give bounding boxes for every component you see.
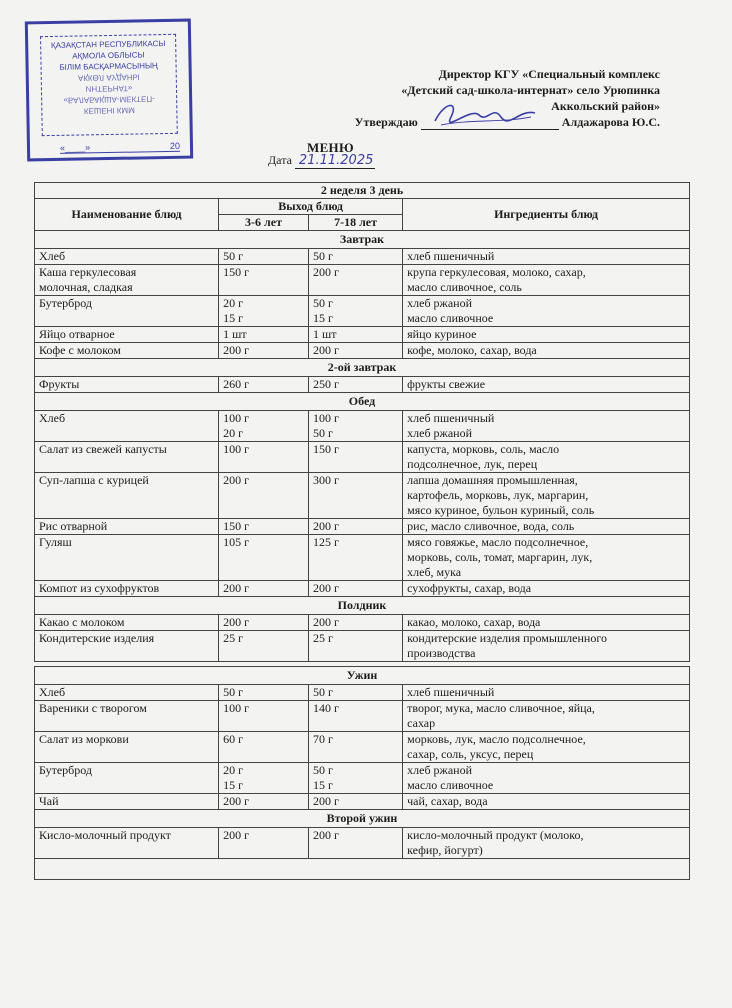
output-7-18-cell: 125 г bbox=[308, 535, 402, 581]
table-row bbox=[35, 535, 690, 581]
stamp-year: 20 bbox=[169, 140, 181, 151]
output-3-6-cell: 20 г 15 г bbox=[219, 763, 309, 794]
dish-name-cell: Салат из свежей капусты bbox=[35, 442, 219, 473]
ingredients-cell: мясо говяжье, масло подсолнечное, морковь, соль, томат, маргарин, лук, хлеб, мука bbox=[403, 535, 690, 581]
output-7-18-cell: 25 г bbox=[308, 631, 402, 662]
table-row bbox=[35, 327, 690, 343]
output-7-18-cell: 50 г bbox=[308, 249, 402, 265]
dish-name-cell: Гуляш bbox=[35, 535, 219, 581]
ingredients-cell: хлеб ржаной масло сливочное bbox=[403, 296, 690, 327]
official-stamp bbox=[25, 19, 193, 162]
section-title: Ужин bbox=[35, 667, 690, 685]
page-title: МЕНЮ bbox=[307, 140, 354, 155]
output-3-6-cell: 100 г bbox=[219, 442, 309, 473]
output-7-18-cell: 200 г bbox=[308, 265, 402, 296]
output-3-6-cell: 100 г bbox=[219, 701, 309, 732]
output-3-6-cell: 150 г bbox=[219, 519, 309, 535]
dish-name-cell: Салат из моркови bbox=[35, 732, 219, 763]
output-3-6-cell: 200 г bbox=[219, 581, 309, 597]
header-output: Выход блюд bbox=[219, 199, 403, 215]
dish-name-cell: Фрукты bbox=[35, 377, 219, 393]
table-row bbox=[35, 442, 690, 473]
ingredients-cell: кофе, молоко, сахар, вода bbox=[403, 343, 690, 359]
section-row bbox=[35, 597, 690, 615]
approve-label: Утверждаю bbox=[354, 115, 418, 129]
output-3-6-cell: 200 г bbox=[219, 828, 309, 859]
output-7-18-cell: 50 г bbox=[308, 685, 402, 701]
signature-field bbox=[421, 115, 559, 130]
output-3-6-cell: 260 г bbox=[219, 377, 309, 393]
section-title: 2-ой завтрак bbox=[35, 359, 690, 377]
table-row bbox=[35, 631, 690, 662]
output-7-18-cell: 250 г bbox=[308, 377, 402, 393]
table-row bbox=[35, 615, 690, 631]
section-row bbox=[35, 231, 690, 249]
output-3-6-cell: 105 г bbox=[219, 535, 309, 581]
signature-icon bbox=[431, 99, 541, 129]
dish-name-cell: Кондитерские изделия bbox=[35, 631, 219, 662]
dish-name-cell: Кисло-молочный продукт bbox=[35, 828, 219, 859]
date-row bbox=[268, 153, 375, 169]
header-ingredients: Ингредиенты блюд bbox=[403, 199, 690, 231]
dish-name-cell: Хлеб bbox=[35, 411, 219, 442]
table-row bbox=[35, 411, 690, 442]
output-3-6-cell: 1 шт bbox=[219, 327, 309, 343]
output-3-6-cell: 200 г bbox=[219, 343, 309, 359]
ingredients-cell: крупа геркулесовая, молоко, сахар, масло сливочное, соль bbox=[403, 265, 690, 296]
dish-name-cell: Какао с молоком bbox=[35, 615, 219, 631]
output-7-18-cell: 200 г bbox=[308, 794, 402, 810]
ingredients-cell: хлеб пшеничный хлеб ржаной bbox=[403, 411, 690, 442]
table-row bbox=[35, 377, 690, 393]
menu-table bbox=[34, 182, 690, 880]
dish-name-cell: Каша геркулесовая молочная, сладкая bbox=[35, 265, 219, 296]
dish-name-cell: Бутерброд bbox=[35, 296, 219, 327]
ingredients-cell: хлеб пшеничный bbox=[403, 685, 690, 701]
table-row bbox=[35, 732, 690, 763]
dish-name-cell: Компот из сухофруктов bbox=[35, 581, 219, 597]
output-7-18-cell: 200 г bbox=[308, 828, 402, 859]
section-row bbox=[35, 359, 690, 377]
dish-name-cell: Хлеб bbox=[35, 249, 219, 265]
table-row bbox=[35, 794, 690, 810]
dish-name-cell: Суп-лапша с курицей bbox=[35, 473, 219, 519]
output-7-18-cell: 200 г bbox=[308, 581, 402, 597]
output-3-6-cell: 50 г bbox=[219, 685, 309, 701]
output-7-18-cell: 150 г bbox=[308, 442, 402, 473]
section-title: Полдник bbox=[35, 597, 690, 615]
output-3-6-cell: 100 г 20 г bbox=[219, 411, 309, 442]
stamp-date-line bbox=[60, 141, 180, 154]
approval-line-3: Аккольский район» bbox=[551, 99, 660, 113]
output-3-6-cell: 200 г bbox=[219, 794, 309, 810]
table-row bbox=[35, 685, 690, 701]
dish-name-cell: Рис отварной bbox=[35, 519, 219, 535]
section-row bbox=[35, 393, 690, 411]
table-row bbox=[35, 581, 690, 597]
ingredients-cell: яйцо куриное bbox=[403, 327, 690, 343]
table-row bbox=[35, 296, 690, 327]
approval-block bbox=[300, 66, 660, 130]
table-title-row bbox=[35, 183, 690, 199]
dish-name-cell: Вареники с творогом bbox=[35, 701, 219, 732]
output-7-18-cell: 1 шт bbox=[308, 327, 402, 343]
ingredients-cell: фрукты свежие bbox=[403, 377, 690, 393]
stamp-line: «БАЛАБАҚША-МЕКТЕП-ИНТЕРНАТ» bbox=[63, 83, 155, 105]
output-7-18-cell: 200 г bbox=[308, 615, 402, 631]
ingredients-cell: хлеб ржаной масло сливочное bbox=[403, 763, 690, 794]
section-title: Второй ужин bbox=[35, 810, 690, 828]
section-row bbox=[35, 667, 690, 685]
dish-name-cell: Бутерброд bbox=[35, 763, 219, 794]
stamp-line: АҚМОЛА ОБЛЫСЫ bbox=[72, 50, 145, 61]
stamp-line: БІЛІМ БАСҚАРМАСЫНЫҢ bbox=[59, 61, 158, 72]
signer-name: Алдажарова Ю.С. bbox=[561, 115, 660, 129]
stamp-line: ҚАЗАҚСТАН РЕСПУБЛИКАСЫ bbox=[50, 39, 166, 51]
header-dish-name: Наименование блюд bbox=[35, 199, 219, 231]
stamp-line: АҚКӨЛ АУДАНЫ bbox=[77, 72, 140, 83]
blank-cell bbox=[35, 859, 690, 880]
ingredients-cell: какао, молоко, сахар, вода bbox=[403, 615, 690, 631]
ingredients-cell: кисло-молочный продукт (молоко, кефир, йогурт) bbox=[403, 828, 690, 859]
table-row bbox=[35, 519, 690, 535]
table-title: 2 неделя 3 день bbox=[35, 183, 690, 199]
dish-name-cell: Яйцо отварное bbox=[35, 327, 219, 343]
output-3-6-cell: 25 г bbox=[219, 631, 309, 662]
ingredients-cell: творог, мука, масло сливочное, яйца, сахар bbox=[403, 701, 690, 732]
output-7-18-cell: 200 г bbox=[308, 343, 402, 359]
output-3-6-cell: 20 г 15 г bbox=[219, 296, 309, 327]
header-age-3-6: 3-6 лет bbox=[219, 215, 309, 231]
dish-name-cell: Кофе с молоком bbox=[35, 343, 219, 359]
ingredients-cell: кондитерские изделия промышленного производства bbox=[403, 631, 690, 662]
table-row bbox=[35, 343, 690, 359]
stamp-text-block bbox=[40, 34, 178, 136]
ingredients-cell: лапша домашняя промышленная, картофель, морковь, лук, маргарин, мясо куриное, бульон куриный, соль bbox=[403, 473, 690, 519]
ingredients-cell: рис, масло сливочное, вода, соль bbox=[403, 519, 690, 535]
stamp-day: «____» bbox=[59, 142, 91, 153]
table-row bbox=[35, 473, 690, 519]
header-age-7-18: 7-18 лет bbox=[308, 215, 402, 231]
output-7-18-cell: 300 г bbox=[308, 473, 402, 519]
output-3-6-cell: 60 г bbox=[219, 732, 309, 763]
output-3-6-cell: 200 г bbox=[219, 473, 309, 519]
output-7-18-cell: 50 г 15 г bbox=[308, 296, 402, 327]
section-title: Обед bbox=[35, 393, 690, 411]
stamp-line: КЕШЕНІ КММ bbox=[83, 105, 135, 116]
date-label: Дата bbox=[268, 153, 292, 167]
menu-table-body bbox=[35, 231, 690, 880]
table-row bbox=[35, 701, 690, 732]
date-value: 21.11.2025 bbox=[295, 153, 375, 169]
table-row bbox=[35, 763, 690, 794]
approval-line-2: «Детский сад-школа-интернат» село Урюпинка bbox=[401, 83, 660, 97]
output-3-6-cell: 150 г bbox=[219, 265, 309, 296]
approval-sign-row bbox=[300, 114, 660, 130]
output-7-18-cell: 100 г 50 г bbox=[308, 411, 402, 442]
ingredients-cell: сухофрукты, сахар, вода bbox=[403, 581, 690, 597]
blank-row bbox=[35, 859, 690, 880]
output-3-6-cell: 200 г bbox=[219, 615, 309, 631]
output-7-18-cell: 140 г bbox=[308, 701, 402, 732]
output-3-6-cell: 50 г bbox=[219, 249, 309, 265]
ingredients-cell: чай, сахар, вода bbox=[403, 794, 690, 810]
table-row bbox=[35, 265, 690, 296]
output-7-18-cell: 200 г bbox=[308, 519, 402, 535]
dish-name-cell: Хлеб bbox=[35, 685, 219, 701]
ingredients-cell: хлеб пшеничный bbox=[403, 249, 690, 265]
section-title: Завтрак bbox=[35, 231, 690, 249]
table-row bbox=[35, 828, 690, 859]
table-header-row bbox=[35, 199, 690, 215]
dish-name-cell: Чай bbox=[35, 794, 219, 810]
output-7-18-cell: 50 г 15 г bbox=[308, 763, 402, 794]
ingredients-cell: капуста, морковь, соль, масло подсолнечное, лук, перец bbox=[403, 442, 690, 473]
ingredients-cell: морковь, лук, масло подсолнечное, сахар, соль, уксус, перец bbox=[403, 732, 690, 763]
output-7-18-cell: 70 г bbox=[308, 732, 402, 763]
section-row bbox=[35, 810, 690, 828]
approval-line-1: Директор КГУ «Специальный комплекс bbox=[438, 67, 660, 81]
table-row bbox=[35, 249, 690, 265]
